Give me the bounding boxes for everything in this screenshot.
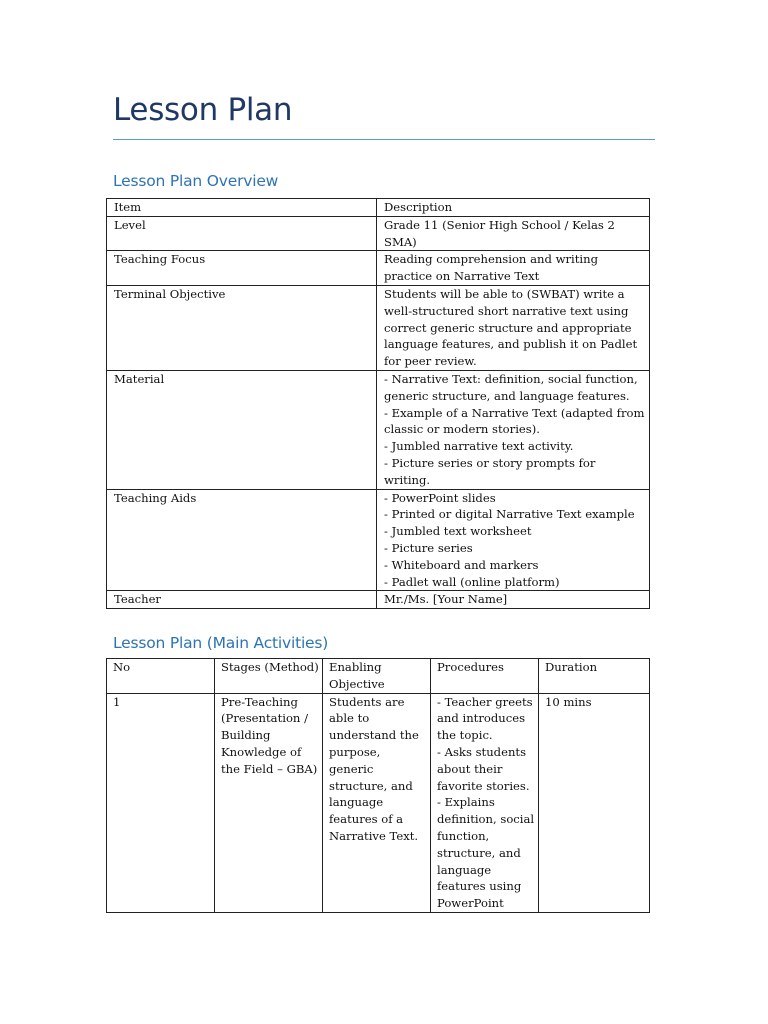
cell-item: Teacher	[107, 591, 377, 609]
header-cell-no: No	[107, 659, 215, 694]
cell-description: Students will be able to (SWBAT) write a well-structured short narrative text using correct generic structure and appropriate language features, and publish it on Padlet for peer review.	[377, 285, 650, 370]
header-cell-procedures: Procedures	[431, 659, 539, 694]
header-cell-item: Item	[107, 199, 377, 217]
cell-description: Mr./Ms. [Your Name]	[377, 591, 650, 609]
cell-description: - Narrative Text: definition, social function, generic structure, and language features. - Example of a Narrative Text (adapted from classic or modern stories). - Jumbled narrative text activity. - Picture series or story prompts for writing.	[377, 370, 650, 489]
cell-item: Terminal Objective	[107, 285, 377, 370]
table-row	[107, 489, 650, 591]
table-header-row	[107, 199, 650, 217]
cell-item: Level	[107, 216, 377, 251]
table-row	[107, 693, 650, 912]
header-cell-duration: Duration	[539, 659, 650, 694]
header-cell-enabling-objective: Enabling Objective	[323, 659, 431, 694]
header-cell-stages: Stages (Method)	[215, 659, 323, 694]
cell-enabling-objective: Students are able to understand the purpose, generic structure, and language features of a Narrative Text.	[323, 693, 431, 912]
cell-item: Teaching Aids	[107, 489, 377, 591]
cell-item: Teaching Focus	[107, 251, 377, 286]
main-activities-heading: Lesson Plan (Main Activities)	[113, 634, 329, 652]
overview-table	[106, 198, 650, 609]
cell-description: - PowerPoint slides - Printed or digital Narrative Text example - Jumbled text worksheet - Picture series - Whiteboard and markers - Padlet wall (online platform)	[377, 489, 650, 591]
main-activities-table	[106, 658, 650, 913]
header-cell-description: Description	[377, 199, 650, 217]
cell-no: 1	[107, 693, 215, 912]
page-title: Lesson Plan	[113, 92, 293, 128]
table-row	[107, 370, 650, 489]
table-row	[107, 591, 650, 609]
table-row	[107, 216, 650, 251]
cell-duration: 10 mins	[539, 693, 650, 912]
title-underline	[113, 139, 655, 140]
table-row	[107, 251, 650, 286]
cell-description: Grade 11 (Senior High School / Kelas 2 SMA)	[377, 216, 650, 251]
cell-procedures: - Teacher greets and introduces the topic. - Asks students about their favorite stories. - Explains definition, social function, structure, and language features using PowerPoint	[431, 693, 539, 912]
overview-heading: Lesson Plan Overview	[113, 172, 279, 190]
table-row	[107, 285, 650, 370]
cell-item: Material	[107, 370, 377, 489]
table-header-row	[107, 659, 650, 694]
cell-description: Reading comprehension and writing practice on Narrative Text	[377, 251, 650, 286]
cell-stages: Pre-Teaching (Presentation / Building Knowledge of the Field – GBA)	[215, 693, 323, 912]
